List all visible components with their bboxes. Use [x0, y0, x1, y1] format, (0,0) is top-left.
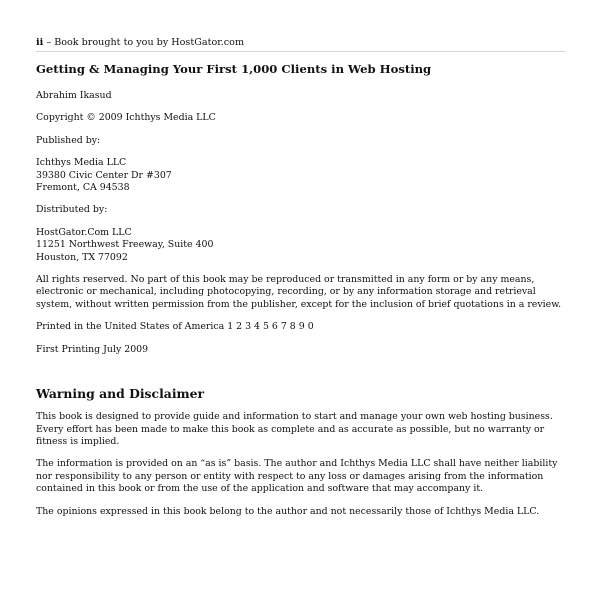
- publisher-name: Ichthys Media LLC: [36, 157, 127, 169]
- book-title: Getting & Managing Your First 1,000 Clients in Web Hosting: [36, 62, 432, 76]
- distributed-by-label: Distributed by:: [36, 204, 108, 216]
- distributor-name: HostGator.Com LLC: [36, 226, 132, 238]
- printing-line: First Printing July 2009: [36, 343, 149, 355]
- publisher-address: [36, 157, 566, 194]
- disclaimer-paragraph-3: The opinions expressed in this book belong to the author and not necessarily those of Ichthys Media LLC.: [36, 505, 540, 517]
- page-content: [36, 62, 566, 518]
- publisher-address-line-2: Fremont, CA 94538: [36, 182, 130, 194]
- running-header: [36, 37, 566, 52]
- author-name: Abrahim Ikasud: [36, 90, 112, 101]
- page-number: ii: [36, 37, 44, 48]
- disclaimer-paragraph-2: The information is provided on an “as is” basis. The author and Ichthys Media LLC shall have neither liability nor responsibility to any person or entity with respect to any loss or damages arising from the information contained in this book or from the use of the application and software that may accompany it.: [36, 458, 558, 495]
- distributor-address-line-1: 11251 Northwest Freeway, Suite 400: [36, 239, 214, 251]
- header-text: – Book brought to you by HostGator.com: [46, 37, 245, 48]
- rights-notice: All rights reserved. No part of this book may be reproduced or transmitted in any form or by any means, electronic or mechanical, including photocopying, recording, or by any information storage and retrieval system, without written permission from the publisher, except for the inclusion of brief quotations in a review.: [36, 274, 562, 310]
- disclaimer-heading: Warning and Disclaimer: [36, 386, 205, 402]
- printed-in-line: Printed in the United States of America 1 2 3 4 5 6 7 8 9 0: [36, 321, 314, 333]
- publisher-address-line-1: 39380 Civic Center Dr #307: [36, 169, 172, 181]
- distributor-address-line-2: Houston, TX 77092: [36, 251, 128, 263]
- disclaimer-paragraph-1: This book is designed to provide guide and information to start and manage your own web hosting business. Every effort has been made to make this book as complete and as accurate as possible, but no warranty or fitness is implied.: [36, 411, 553, 447]
- copyright-line: Copyright © 2009 Ichthys Media LLC: [36, 112, 216, 124]
- published-by-label: Published by:: [36, 134, 101, 146]
- distributor-address: [36, 227, 566, 264]
